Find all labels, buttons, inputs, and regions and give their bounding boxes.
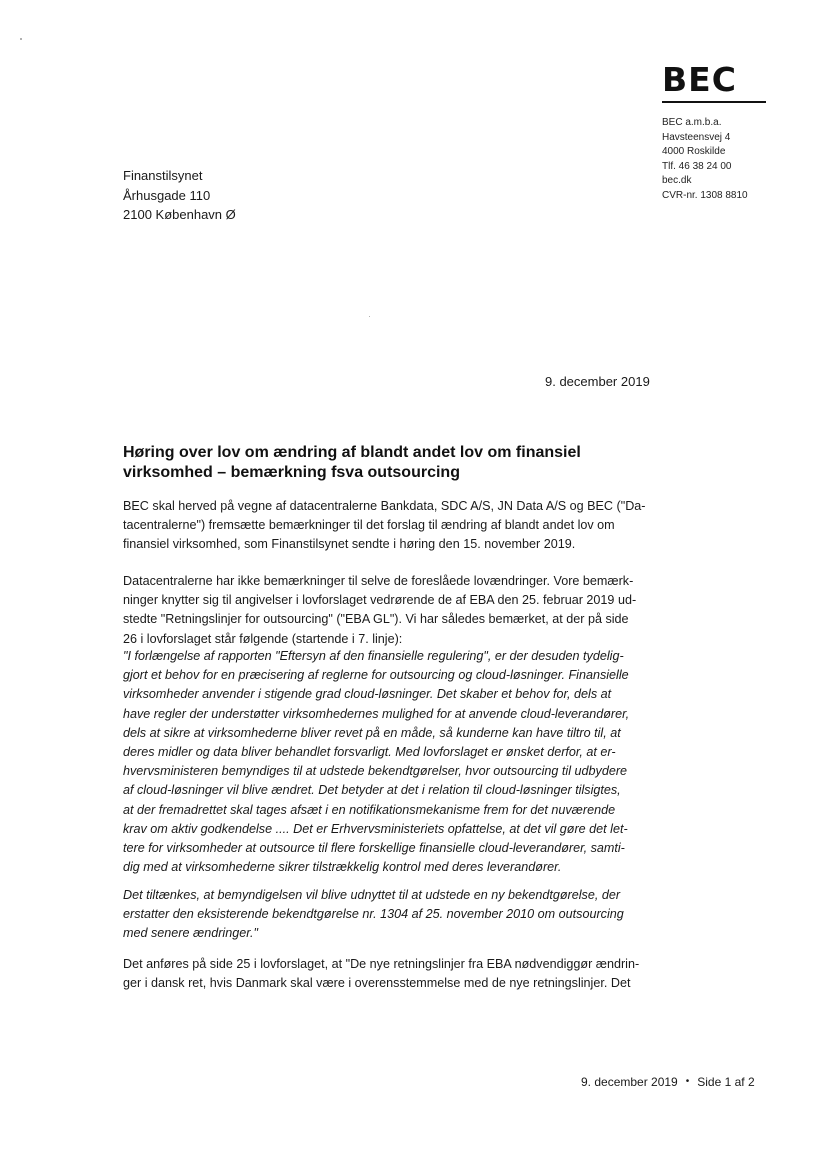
bec-logo (662, 62, 766, 98)
scan-speck (20, 38, 22, 40)
footer-date: 9. december 2019 (581, 1075, 678, 1089)
text-line: 26 i lovforslaget står følgende (startende i 7. linje): (123, 631, 403, 646)
text-line: tacentralerne") fremsætte bemærkninger til det forslag til ændring af blandt andet lov om (123, 518, 615, 533)
text-line: med senere ændringer." (123, 926, 258, 941)
text-line: dig med at virksomhederne sikrer tilstrækkelig kontrol med deres leverandører. (123, 860, 562, 875)
text-line: at der fremadrettet skal tages afsæt i en notifikationsmekanisme frem for det nuværende (123, 802, 616, 817)
paragraph (123, 572, 653, 649)
text-line: BEC skal herved på vegne af datacentralerne Bankdata, SDC A/S, JN Data A/S og BEC ("Da- (123, 499, 646, 513)
text-line: stedte "Retningslinjer for outsourcing" ("EBA GL"). Vi har således bemærket, at der på side (123, 612, 629, 627)
sender-line: CVR-nr. 1308 8810 (662, 189, 748, 201)
text-line: "I forlængelse af rapporten "Eftersyn af den finansielle regulering", er der desuden tydelig- (123, 649, 624, 663)
paragraph (123, 955, 653, 993)
logo-text: BEC (662, 60, 737, 99)
footer-separator: • (685, 1076, 690, 1087)
text-line: Datacentralerne har ikke bemærkninger til selve de foreslåede lovændringer. Vore bemærk- (123, 574, 634, 588)
text-line: erstatter den eksisterende bekendtgørelse nr. 1304 af 25. november 2010 om outsourcing (123, 907, 624, 922)
sender-line: Havsteensvej 4 (662, 131, 731, 143)
text-line: gjort et behov for en præcisering af reglerne for outsourcing og cloud-løsninger. Finansielle (123, 668, 629, 683)
text-line: finansiel virksomhed, som Finanstilsynet sendte i høring den 15. november 2019. (123, 537, 576, 552)
text-line: ninger knytter sig til angivelser i lovforslaget vedrørende de af EBA den 25. februar 2019 ud- (123, 593, 637, 608)
letter-date: 9. december 2019 (545, 374, 650, 389)
text-line: ger i dansk ret, hvis Danmark skal være i overensstemmelse med de nye retningslinjer. Det (123, 976, 631, 991)
sender-address (662, 116, 748, 204)
scan-speck (369, 316, 370, 317)
page-footer (581, 1075, 755, 1089)
text-line: dels at sikre at virksomhederne bliver revet på en måde, så kunderne kan have tiltro til, at (123, 725, 621, 740)
recipient-line: 2100 København Ø (123, 207, 236, 222)
recipient-line: Århusgade 110 (123, 187, 211, 203)
sender-line: BEC a.m.b.a. (662, 117, 722, 128)
quote-paragraph (123, 886, 653, 944)
sender-line: Tlf. 46 38 24 00 (662, 160, 732, 172)
letter-subject: Høring over lov om ændring af blandt andet lov om finansiel virksomhed – bemærkning fsva outsourcing (123, 444, 581, 481)
recipient-address (123, 166, 236, 225)
text-line: Det anføres på side 25 i lovforslaget, at "De nye retningslinjer fra EBA nødvendiggør ændrin- (123, 957, 640, 971)
text-line: virksomheder anvender i stigende grad cloud-løsninger. Det skaber et behov for, dels at (123, 687, 612, 702)
sender-line: bec.dk (662, 175, 692, 187)
text-line: Det tiltænkes, at bemyndigelsen vil blive udnyttet til at udstede en ny bekendtgørelse, der (123, 888, 621, 902)
text-line: krav om aktiv godkendelse .... Det er Erhvervsministeriets opfattelse, at det vil gøre det let- (123, 821, 628, 836)
text-line: deres midler og data bliver behandlet forsvarligt. Med lovforslaget er ønsket derfor, at er- (123, 745, 616, 760)
logo-underline (662, 101, 766, 103)
paragraph (123, 497, 653, 555)
text-line: hvervsministeren bemyndiges til at udstede bekendtgørelser, hvor outsourcing til udbydere (123, 764, 628, 779)
sender-line: 4000 Roskilde (662, 146, 726, 158)
text-line: tere for virksomheder at outsource til flere forskellige finansielle cloud-leverandører, samti- (123, 841, 625, 856)
page-number: Side 1 af 2 (697, 1075, 755, 1089)
text-line: have regler der understøtter virksomhedernes mulighed for at anvende cloud-leverandører, (123, 706, 630, 721)
recipient-line: Finanstilsynet (123, 168, 203, 183)
text-line: af cloud-løsninger vil blive ændret. Det betyder at det i relation til cloud-løsninger tilsigtes, (123, 783, 621, 798)
quote-paragraph (123, 647, 653, 877)
